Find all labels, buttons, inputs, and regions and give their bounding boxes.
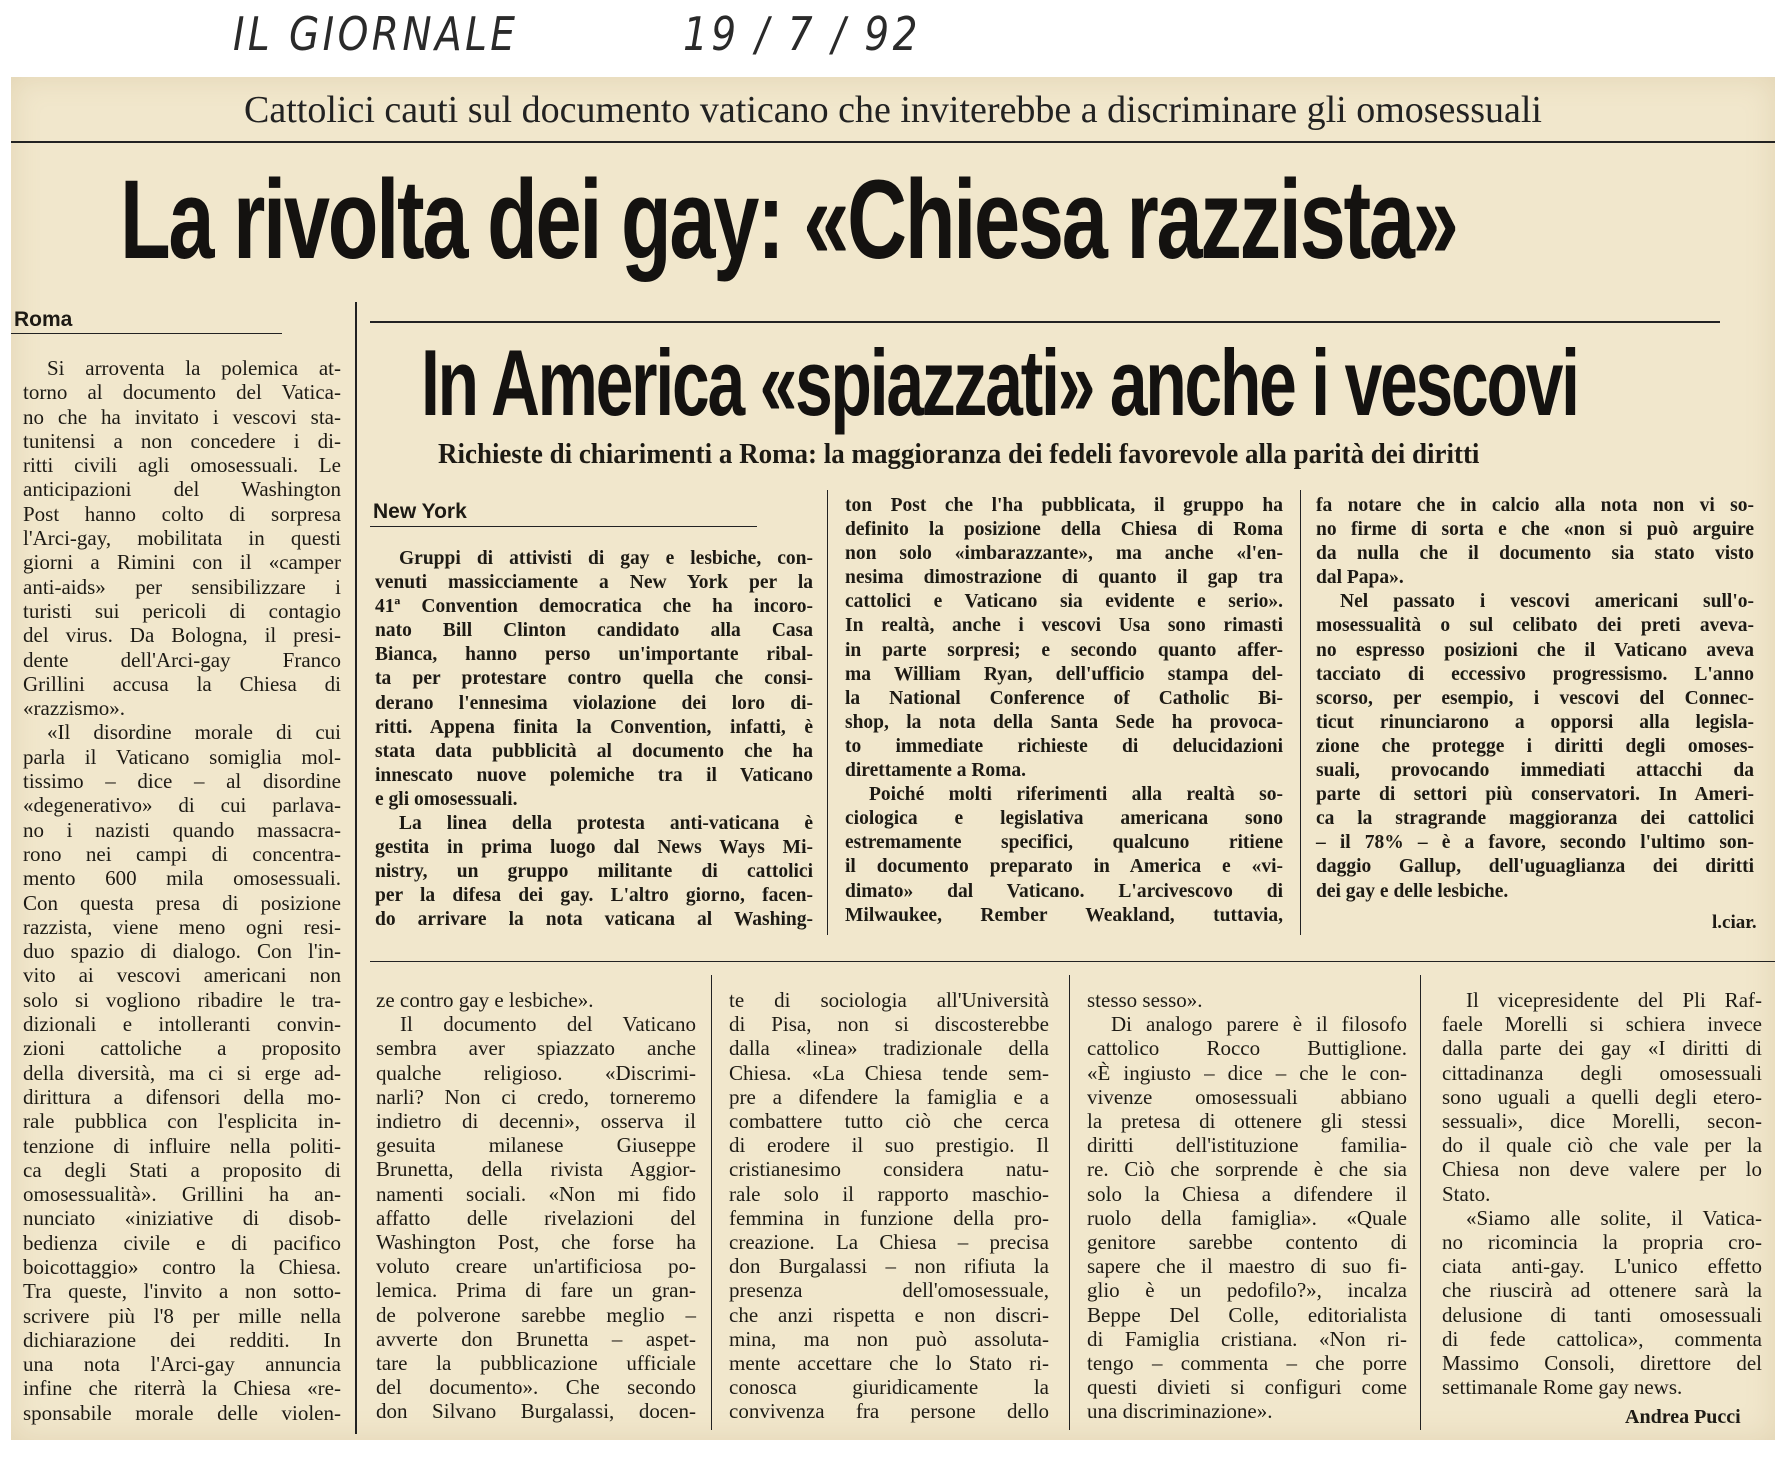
text-line: zione che protegge i diritti degli omoses-: [1316, 735, 1754, 757]
column-divider: [1069, 975, 1070, 1430]
text-line: cristianesimo considera natu-: [729, 1157, 1049, 1182]
text-line: nistry, un gruppo militante di cattolici: [375, 861, 813, 883]
text-line: tacciato di eccessivo progressismo. L'anno: [1316, 663, 1754, 685]
text-line: anti-aids» per sensibilizzare i: [23, 574, 341, 599]
text-line: rale solo il rapporto maschio-: [729, 1181, 1049, 1206]
text-line: non solo «imbarazzante», ma anche «l'en-: [845, 543, 1283, 565]
text-line: tare la pubblicazione ufficiale: [376, 1351, 696, 1376]
text-line: combattere tutto ciò che cerca: [729, 1109, 1049, 1134]
text-line: to immediate richieste di delucidazioni: [845, 735, 1283, 757]
text-line: torno al documento del Vatica-: [23, 380, 341, 405]
text-line: Washington Post, che forse ha: [376, 1230, 696, 1255]
text-line: ritti civili agli omosessuali. Le: [23, 453, 341, 478]
paragraph: [376, 988, 696, 1012]
text-line: «razzismo».: [23, 696, 126, 721]
text-line: nato Bill Clinton candidato alla Casa: [375, 620, 813, 642]
text-line: dalla parte dei gay «I diritti di: [1442, 1036, 1762, 1061]
paragraph: [1087, 988, 1407, 1012]
text-line: mento 600 mila omosessuali.: [23, 866, 341, 891]
text-line: presenza dell'omosessuale,: [729, 1278, 1049, 1303]
text-line: definito la posizione della Chiesa di Roma: [845, 519, 1283, 541]
text-line: di erodere il suo prestigio. Il: [729, 1133, 1049, 1158]
column-divider: [355, 302, 357, 1434]
text-line: Il vicepresidente del Pli Raf-: [1466, 988, 1762, 1012]
divider: [11, 141, 1775, 143]
text-line: Massimo Consoli, direttore del: [1442, 1351, 1762, 1376]
text-line: derano l'ennesima violazione dei loro di-: [375, 692, 813, 714]
text-line: Poiché molti riferimenti alla realtà so-: [869, 784, 1283, 806]
text-line: nunciato «iniziative di disob-: [23, 1206, 341, 1231]
text-line: Grillini accusa la Chiesa di: [23, 671, 341, 696]
text-line: «È ingiusto – dice – che le con-: [1087, 1060, 1407, 1085]
text-line: ciata anti-gay. L'unico effetto: [1442, 1254, 1762, 1279]
text-line: no i nazisti quando massacra-: [23, 817, 341, 842]
text-line: Tra queste, l'invito a non sotto-: [23, 1279, 341, 1304]
text-line: razzista, viene meno ogni resi-: [23, 914, 341, 939]
text-line: gestita in prima luogo dal News Ways Mi-: [375, 837, 813, 859]
text-line: do arrivare la nota vaticana al Washing-: [375, 909, 813, 931]
text-line: stesso sesso».: [1087, 988, 1203, 1012]
text-line: duo spazio di dialogo. Con l'in-: [23, 939, 341, 964]
text-line: Con questa presa di posizione: [23, 890, 341, 915]
text-line: daggio Gallup, dell'uguaglianza dei diritti: [1316, 856, 1754, 878]
text-line: narli? Non ci credo, torneremo: [376, 1084, 696, 1109]
dateline-new-york: New York: [373, 500, 467, 523]
text-line: qualche religioso. «Discrimi-: [376, 1060, 696, 1085]
text-line: te di sociologia all'Università: [729, 988, 1049, 1012]
text-line: estremamente specifici, qualcuno ritiene: [845, 832, 1283, 854]
text-line: sapere che il maestro di suo fi-: [1087, 1254, 1407, 1279]
signature-lciar: l.ciar.: [1712, 912, 1757, 933]
text-line: che riuscirà ad ottenere sarà la: [1442, 1278, 1762, 1303]
paragraph: [845, 494, 1283, 783]
text-line: zioni cattoliche a proposito: [23, 1036, 341, 1061]
text-line: una nota l'Arci-gay annuncia: [23, 1352, 341, 1377]
paragraph: [376, 1012, 696, 1423]
text-line: Gruppi di attivisti di gay e lesbiche, con-: [399, 548, 813, 569]
headline: La rivolta dei gay: «Chiesa razzista»: [120, 157, 1457, 282]
text-line: cattolico Rocco Buttiglione.: [1087, 1036, 1407, 1061]
text-line: parte di settori più conservatori. In Ameri-: [1316, 784, 1754, 806]
text-line: affatto delle rivelazioni del: [376, 1205, 696, 1230]
divider: [370, 321, 1720, 323]
text-line: convivenza fra persone dello: [729, 1399, 1049, 1424]
text-line: questi divieti si configuri come: [1087, 1375, 1407, 1400]
paragraph: [1087, 1012, 1407, 1423]
text-line: del virus. Da Bologna, il presi-: [23, 623, 341, 648]
text-line: del documento». Che secondo: [376, 1375, 696, 1400]
text-line: in parte sorpresi; e secondo quanto affer-: [845, 639, 1283, 661]
text-line: do il quale ciò che vale per la: [1442, 1133, 1762, 1158]
text-line: tenzione di influire nella politi-: [23, 1133, 341, 1158]
lower-column-3: [1087, 988, 1407, 1424]
text-line: avverte don Brunetta – aspet-: [376, 1326, 696, 1351]
text-line: rale pubblica con l'esplicita in-: [23, 1109, 341, 1134]
paragraph: [729, 988, 1049, 1424]
text-line: genitore sarebbe contento di: [1087, 1230, 1407, 1255]
text-line: shop, la nota della Santa Sede ha provoca-: [845, 711, 1283, 733]
paragraph: [23, 356, 341, 720]
text-line: creazione. La Chiesa – precisa: [729, 1230, 1049, 1255]
text-line: vivenze omosessuali abbiano: [1087, 1084, 1407, 1109]
text-line: scorso, per esempio, i vescovi del Connec-: [1316, 687, 1754, 709]
text-line: dalla «linea» tradizionale della: [729, 1036, 1049, 1061]
text-line: – il 78% – è a favore, secondo l'ultimo son-: [1316, 832, 1754, 854]
text-line: Nel passato i vescovi americani sull'o-: [1340, 591, 1754, 613]
text-line: dizionali e intolleranti convin-: [23, 1012, 341, 1037]
paragraph: [23, 720, 341, 1425]
text-line: rono nei campi di concentra-: [23, 841, 341, 866]
text-line: cattolici e Vaticano sia evidente e serio».: [845, 591, 1283, 613]
text-line: di fede cattolica», commenta: [1442, 1326, 1762, 1351]
text-line: don Silvano Burgalassi, docen-: [376, 1399, 696, 1424]
divider: [370, 526, 757, 527]
text-line: sessuali», dice Morelli, secon-: [1442, 1109, 1762, 1134]
paragraph: [1316, 494, 1754, 590]
text-line: La linea della protesta anti-vaticana è: [399, 813, 813, 835]
text-line: della diversità, ma ci si erge ad-: [23, 1060, 341, 1085]
text-line: mina, ma non può assoluta-: [729, 1326, 1049, 1351]
text-line: parla il Vaticano somiglia mol-: [23, 744, 341, 769]
text-line: sono uguali a quelli degli etero-: [1442, 1084, 1762, 1109]
text-line: ciologica e legislativa americana sono: [845, 808, 1283, 830]
text-line: lemica. Prima di fare un gran-: [376, 1278, 696, 1303]
text-line: bedienza civile e di pacifico: [23, 1230, 341, 1255]
signature-andrea-pucci: Andrea Pucci: [1625, 1406, 1741, 1428]
text-line: che anzi rispetta e non discri-: [729, 1302, 1049, 1327]
text-line: tunitensi a non concedere i di-: [23, 428, 341, 453]
text-line: Bianca, hanno perso un'importante ribal-: [375, 644, 813, 666]
article-column-3: [1316, 494, 1754, 904]
text-line: infine che riterrà la Chiesa «re-: [23, 1376, 341, 1401]
text-line: Si arroventa la polemica at-: [47, 356, 341, 380]
article-headline: In America «spiazzati» anche i vescovi: [421, 330, 1578, 435]
text-line: nesima dimostrazione di quanto il gap tra: [845, 567, 1283, 589]
text-line: boicottaggio» contro la Chiesa.: [23, 1254, 341, 1279]
dateline-roma: Roma: [14, 308, 73, 331]
text-line: di Pisa, non si discosterebbe: [729, 1012, 1049, 1037]
paragraph: [845, 783, 1283, 928]
text-line: faele Morelli si schiera invece: [1442, 1012, 1762, 1037]
kicker: Cattolici cauti sul documento vaticano che inviterebbe a discriminare gli omosessuali: [244, 89, 1542, 131]
text-line: cittadinanza degli omosessuali: [1442, 1060, 1762, 1085]
text-line: e gli omosessuali.: [375, 788, 518, 810]
text-line: Stato.: [1442, 1181, 1491, 1206]
text-line: la National Conference of Catholic Bi-: [845, 687, 1283, 709]
text-line: giorni a Rimini con il «camper: [23, 550, 341, 575]
text-line: namenti sociali. «Non mi fido: [376, 1181, 696, 1206]
text-line: 41ª Convention democratica che ha incoro-: [375, 596, 813, 618]
text-line: dente dell'Arci-gay Franco: [23, 647, 341, 672]
text-line: dal Papa».: [1316, 567, 1404, 589]
text-line: una discriminazione».: [1087, 1399, 1273, 1424]
text-line: solo la Chiesa a difendere il: [1087, 1181, 1407, 1206]
divider: [11, 333, 282, 334]
text-line: sponsabile morale delle violen-: [23, 1400, 341, 1425]
text-line: don Burgalassi – non rifiuta la: [729, 1254, 1049, 1279]
text-line: Milwaukee, Rember Weakland, tuttavia,: [845, 904, 1283, 926]
text-line: conosca giuridicamente la: [729, 1375, 1049, 1400]
text-line: venuti massicciamente a New York per la: [375, 572, 813, 594]
text-line: «Siamo alle solite, il Vatica-: [1466, 1205, 1762, 1230]
text-line: femmina in funzione della pro-: [729, 1205, 1049, 1230]
text-line: settimanale Rome gay news.: [1442, 1375, 1683, 1400]
text-line: «degenerativo» di cui parlava-: [23, 793, 341, 818]
column-divider: [1420, 975, 1421, 1430]
text-line: stata data pubblicità al documento che ha: [375, 740, 813, 762]
text-line: ze contro gay e lesbiche».: [376, 988, 594, 1012]
article-subhead: Richieste di chiarimenti a Roma: la maggioranza dei fedeli favorevole alla parità dei diritti: [438, 438, 1480, 470]
lower-column-1: [376, 988, 696, 1424]
paragraph: [375, 547, 813, 812]
text-line: In realtà, anche i vescovi Usa sono rimasti: [845, 615, 1283, 637]
text-line: ruolo della famiglia». «Quale: [1087, 1205, 1407, 1230]
text-line: turisti sui pericoli di contagio: [23, 598, 341, 623]
paragraph: [375, 812, 813, 932]
text-line: ritti. Appena finita la Convention, infatti, è: [375, 716, 813, 738]
text-line: vito ai vescovi americani non: [23, 963, 341, 988]
text-line: Chiesa non deve valere per lo: [1442, 1157, 1762, 1182]
text-line: per la difesa dei gay. L'altro giorno, facen-: [375, 885, 813, 907]
text-line: gesuita milanese Giuseppe: [376, 1133, 696, 1158]
text-line: mente accettare che lo Stato ri-: [729, 1351, 1049, 1376]
text-line: da nulla che il documento sia stato visto: [1316, 543, 1754, 565]
lower-column-4: [1442, 988, 1762, 1399]
text-line: dimato» dal Vaticano. L'arcivescovo di: [845, 880, 1283, 902]
text-line: dirittura a difensori della mo-: [23, 1084, 341, 1109]
article-column-1: [375, 547, 813, 933]
handwritten-date: 19 / 7 / 92: [683, 7, 921, 61]
text-line: direttamente a Roma.: [845, 760, 1027, 782]
text-line: innescato nuove polemiche tra il Vaticano: [375, 764, 813, 786]
text-line: Il documento del Vaticano: [400, 1012, 696, 1037]
text-line: ca la stragrande maggioranza dei cattolici: [1316, 808, 1754, 830]
text-line: il documento preparato in America e «vi-: [845, 856, 1283, 878]
text-line: pre a difendere la famiglia e a: [729, 1084, 1049, 1109]
article-column-2: [845, 494, 1283, 928]
text-line: glio è un pedofilo?», incalza: [1087, 1278, 1407, 1303]
text-line: diritti dell'istituzione familia-: [1087, 1133, 1407, 1158]
text-line: ca degli Stati a proposito di: [23, 1157, 341, 1182]
text-line: ma William Ryan, dell'ufficio stampa del-: [845, 663, 1283, 685]
text-line: l'Arci-gay, mobilitata in questi: [23, 526, 341, 551]
left-article-column: [23, 356, 341, 1425]
column-divider: [711, 975, 712, 1430]
text-line: ton Post che l'ha pubblicata, il gruppo ha: [845, 495, 1283, 516]
text-line: di Famiglia cristiana. «Non ri-: [1087, 1326, 1407, 1351]
text-line: tengo – commenta – che porre: [1087, 1351, 1407, 1376]
text-line: anticipazioni del Washington: [23, 477, 341, 502]
text-line: scrivere più l'8 per mille nella: [23, 1303, 341, 1328]
text-line: Chiesa. «La Chiesa tende sem-: [729, 1060, 1049, 1085]
text-line: suali, provocando immediati attacchi da: [1316, 760, 1754, 782]
paragraph: [1316, 590, 1754, 903]
divider: [370, 961, 1775, 962]
text-line: la pretesa di ottenere gli stessi: [1087, 1109, 1407, 1134]
column-divider: [827, 490, 828, 935]
text-line: voluto creare un'artificiosa po-: [376, 1254, 696, 1279]
text-line: Beppe Del Colle, editorialista: [1087, 1302, 1407, 1327]
text-line: Di analogo parere è il filosofo: [1111, 1012, 1407, 1037]
text-line: no che ha invitato i vescovi sta-: [23, 404, 341, 429]
text-line: omosessualità». Grillini ha an-: [23, 1182, 341, 1207]
text-line: indietro di decenni», osserva il: [376, 1109, 696, 1134]
text-line: dei gay e delle lesbiche.: [1316, 880, 1509, 902]
text-line: «Il disordine morale di cui: [47, 720, 341, 745]
text-line: delusione di tanti omosessuali: [1442, 1302, 1762, 1327]
text-line: solo si vogliono ribadire le tra-: [23, 987, 341, 1012]
text-line: no firme di sorta e che «non si può arguire: [1316, 519, 1754, 541]
text-line: Post hanno colto di sorpresa: [23, 501, 341, 526]
handwritten-source: IL GIORNALE: [233, 7, 519, 61]
text-line: fa notare che in calcio alla nota non vi so-: [1316, 495, 1754, 516]
text-line: ta per protestare contro quella che consi-: [375, 668, 813, 690]
text-line: sembra aver spiazzato anche: [376, 1036, 696, 1061]
text-line: tissimo – dice – al disordine: [23, 769, 341, 794]
text-line: mosessualità o sul celibato dei preti aveva-: [1316, 615, 1754, 637]
text-line: Brunetta, della rivista Aggior-: [376, 1157, 696, 1182]
text-line: re. Ciò che sorprende è che sia: [1087, 1157, 1407, 1182]
text-line: ticut rinunciarono a opporsi alla legisla-: [1316, 711, 1754, 733]
text-line: dichiarazione dei redditi. In: [23, 1327, 341, 1352]
lower-column-2: [729, 988, 1049, 1424]
text-line: no espresso posizioni che il Vaticano aveva: [1316, 639, 1754, 661]
column-divider: [1300, 490, 1301, 935]
text-line: de polverone sarebbe meglio –: [376, 1302, 696, 1327]
text-line: no ricomincia la propria cro-: [1442, 1230, 1762, 1255]
paragraph: [1442, 1206, 1762, 1400]
paragraph: [1442, 988, 1762, 1206]
